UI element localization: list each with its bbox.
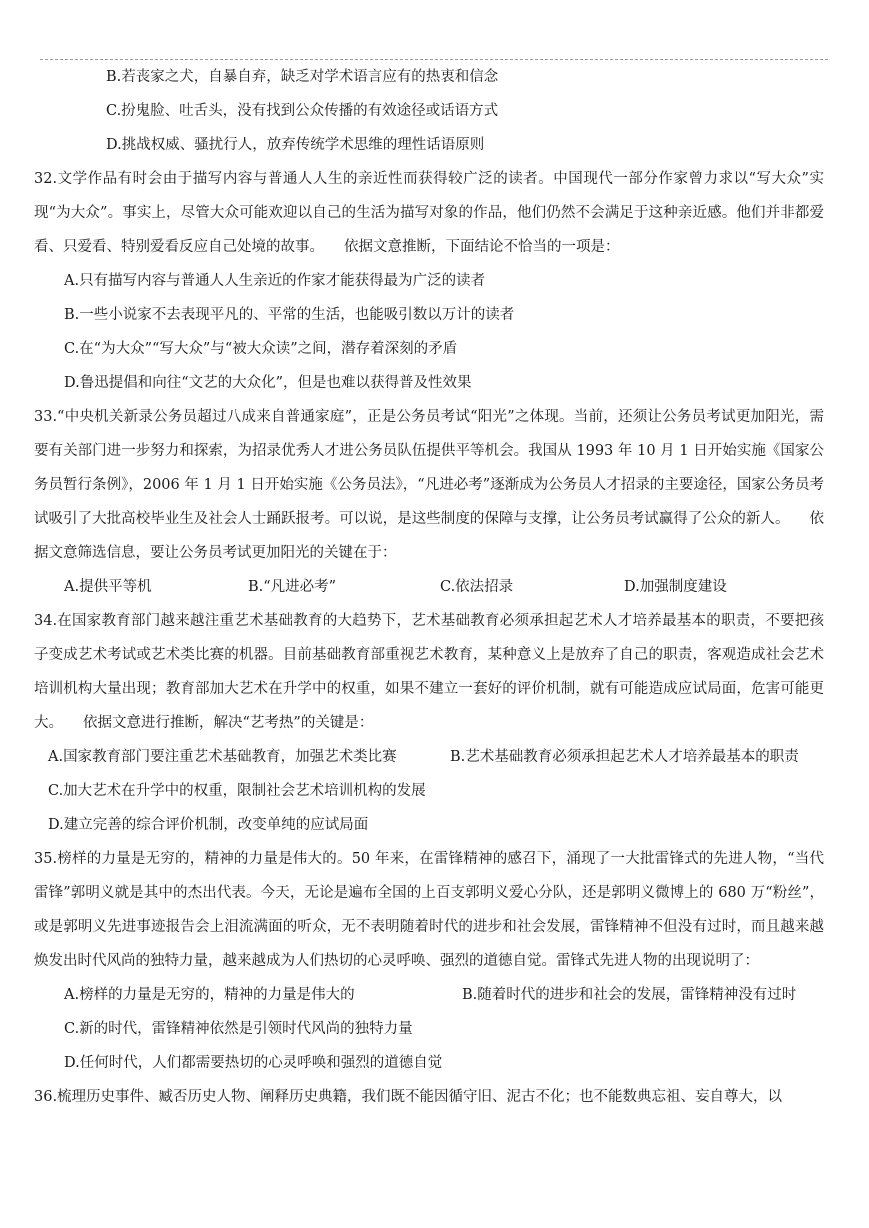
question-33-prompt: 依据文意筛选信息，要让公务员考试更加阳光的关键在于： xyxy=(34,511,824,561)
option-33-c: C.依法招录 xyxy=(440,579,514,595)
question-34 xyxy=(34,604,824,842)
option-32-c: C.在“为大众”“写大众”与“被大众读”之间，潜存着深刻的矛盾 xyxy=(64,341,458,357)
option-33-b: B.“凡进必考” xyxy=(248,579,337,595)
question-34-prompt: 依据文意进行推断，解决“艺考热”的关键是： xyxy=(83,715,374,731)
question-34-stem: 34.在国家教育部门越来越注重艺术基础教育的大趋势下，艺术基础教育必须承担起艺术人才培养最基本的职责，不要把孩子变成艺术考试或艺术类比赛的机器。目前基础教育部重视艺术教育，某种意义上是放弃了自己的职责，客观造成社会艺术培训机构大量出现；教育部加大艺术在升学中的权重，如果不建立一套好的评价机制，就有可能造成应试局面，危害可能更大。 xyxy=(34,613,824,731)
question-32 xyxy=(34,162,824,400)
option-31-d: D.挑战权威、骚扰行人，放弃传统学术思维的理性话语原则 xyxy=(106,137,485,153)
option-33-a: A.提供平等机 xyxy=(64,579,152,595)
question-32-stem: 32.文学作品有时会由于描写内容与普通人人生的亲近性而获得较广泛的读者。中国现代一部分作家曾力求以“写大众”实现“为大众”。事实上，尽管大众可能欢迎以自己的生活为描写对象的作品，他们仍然不会满足于这种亲近感。他们并非都爱看、只爱看、特别爱看反应自己处境的故事。 xyxy=(34,171,824,255)
question-36-text: 36.梳理历史事件、臧否历史人物、阐释历史典籍，我们既不能因循守旧、泥古不化；也不能数典忘祖、妄自尊大，以 xyxy=(34,1089,783,1105)
option-34-d: D.建立完善的综合评价机制，改变单纯的应试局面 xyxy=(48,817,369,833)
option-33-d: D.加强制度建设 xyxy=(624,579,727,595)
question-34-options-ab xyxy=(34,740,824,774)
option-35-b: B.随着时代的进步和社会的发展，雷锋精神没有过时 xyxy=(462,987,797,1003)
question-32-prompt: 依据文意推断，下面结论不恰当的一项是： xyxy=(344,239,620,255)
option-32-d: D.鲁迅提倡和向往“文艺的大众化”，但是也难以获得普及性效果 xyxy=(64,375,472,391)
option-32-a: A.只有描写内容与普通人人生亲近的作家才能获得最为广泛的读者 xyxy=(64,273,486,289)
option-32-b: B.一些小说家不去表现平凡的、平常的生活，也能吸引数以万计的读者 xyxy=(64,307,515,323)
question-35-text: 35.榜样的力量是无穷的，精神的力量是伟大的。50 年来，在雷锋精神的感召下，涌现了一大批雷锋式的先进人物，“当代雷锋”郭明义就是其中的杰出代表。今天，无论是遍布全国的上百支郭明义爱心分队，还是郭明义微博上的 680 万“粉丝”，或是郭明义先进事迹报告会上泪流满面的听众，无不表明随着时代的进步和社会发展，雷锋精神不但没有过时，而且越来越焕发出时代风尚的独特力量，越来越成为人们热切的心灵呼唤、强烈的道德自觉。雷锋式先进人物的出现说明了： xyxy=(34,851,824,969)
question-35 xyxy=(34,842,824,1080)
question-32-text xyxy=(34,162,824,264)
option-34-a: A.国家教育部门要注重艺术基础教育，加强艺术类比赛 xyxy=(48,749,397,765)
question-34-text xyxy=(34,604,824,740)
question-33-text xyxy=(34,400,824,570)
option-34-c: C.加大艺术在升学中的权重，限制社会艺术培训机构的发展 xyxy=(48,783,426,799)
question-35-options-ab xyxy=(34,978,824,1012)
exam-page xyxy=(34,60,824,1114)
option-35-a: A.榜样的力量是无穷的，精神的力量是伟大的 xyxy=(64,987,355,1003)
option-31-c: C.扮鬼脸、吐舌头，没有找到公众传播的有效途径或话语方式 xyxy=(106,103,499,119)
question-31-options xyxy=(34,60,824,162)
option-35-c: C.新的时代，雷锋精神依然是引领时代风尚的独特力量 xyxy=(64,1021,413,1037)
question-33-options xyxy=(34,570,824,604)
question-33-stem: 33.“中央机关新录公务员超过八成来自普通家庭”，正是公务员考试“阳光”之体现。当前，还须让公务员考试更加阳光，需要有关部门进一步努力和探索，为招录优秀人才进公务员队伍提供平等机会。我国从 1993 年 10 月 1 日开始实施《国家公务员暂行条例》，2006 年 1 月 1 日开始实施《公务员法》，“凡进必考”逐渐成为公务员人才招录的主要途径，国家公务员考试吸引了大批高校毕业生及社会人士踊跃报考。可以说，是这些制度的保障与支撑，让公务员考试赢得了公众的新人。 xyxy=(34,409,824,527)
option-34-b: B.艺术基础教育必须承担起艺术人才培养最基本的职责 xyxy=(450,749,799,765)
question-33 xyxy=(34,400,824,604)
option-35-d: D.任何时代，人们都需要热切的心灵呼唤和强烈的道德自觉 xyxy=(64,1055,443,1071)
option-31-b: B.若丧家之犬，自暴自弃，缺乏对学术语言应有的热衷和信念 xyxy=(106,69,499,85)
question-36 xyxy=(34,1080,824,1114)
